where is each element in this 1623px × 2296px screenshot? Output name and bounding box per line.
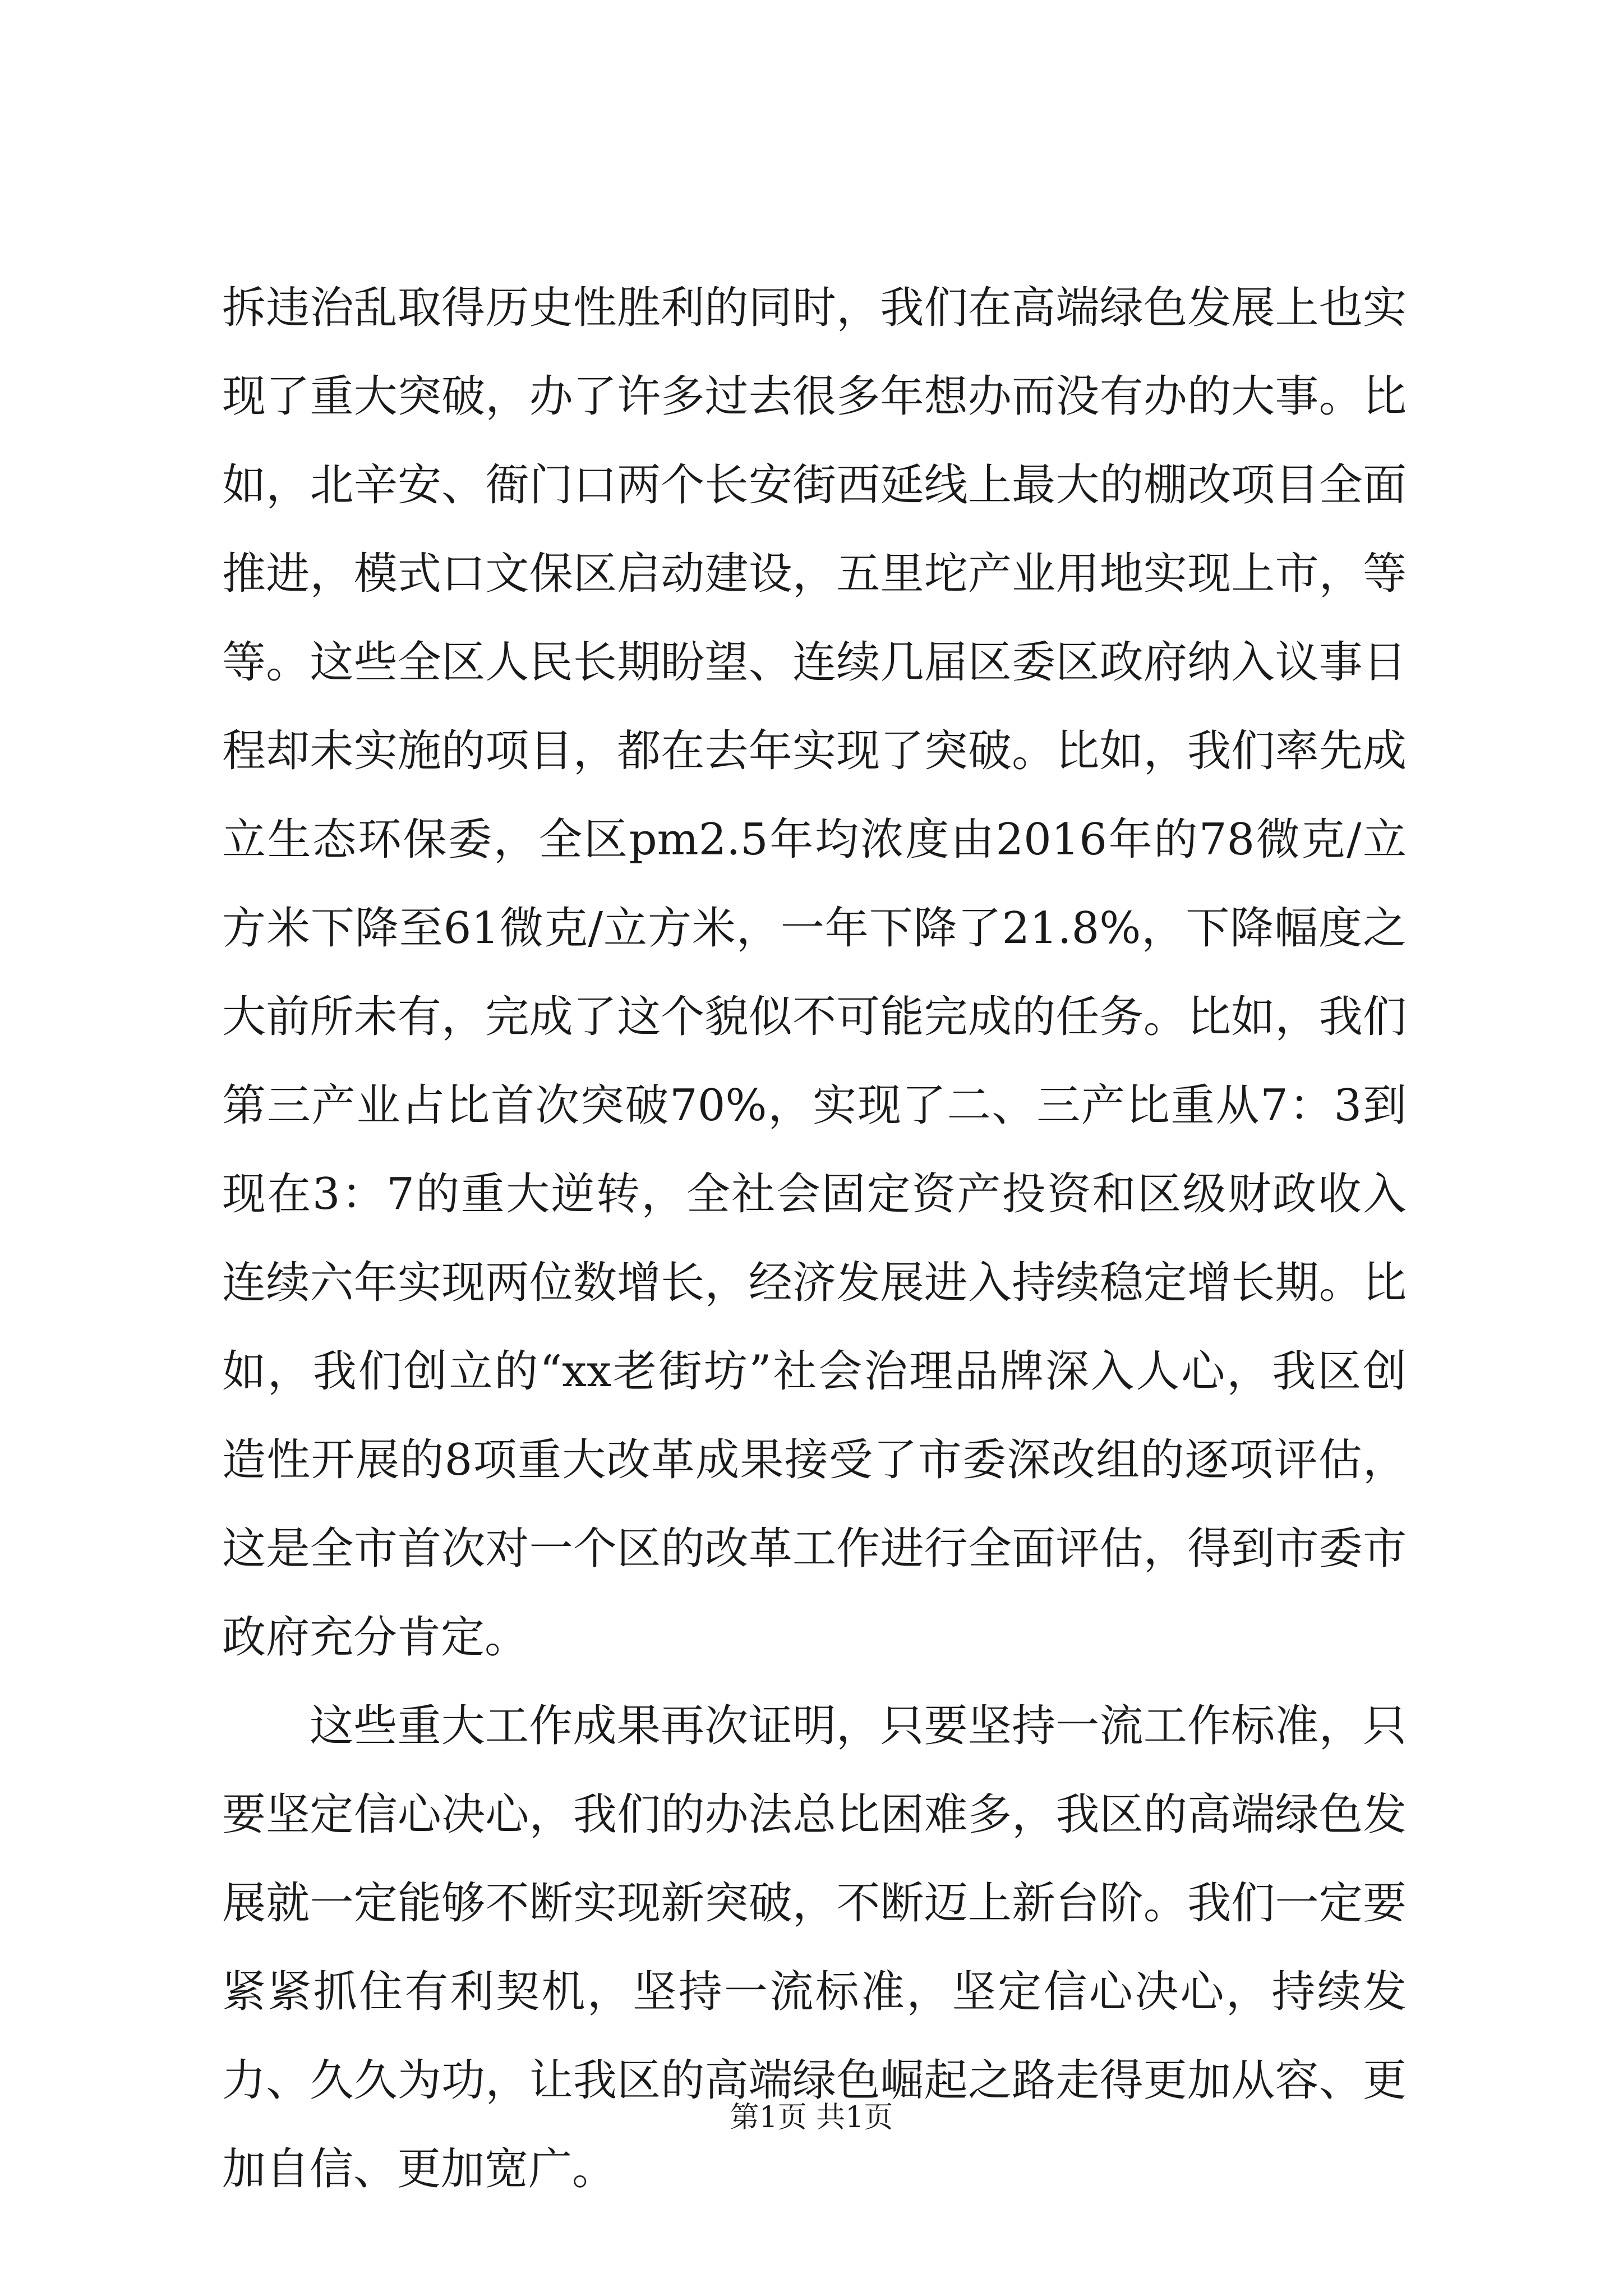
document-body [222, 264, 1407, 2214]
paragraph-continued: 拆违治乱取得历史性胜利的同时，我们在高端绿色发展上也实现了重大突破，办了许多过去很多年想办而没有办的大事。比如，北辛安、衙门口两个长安街西延线上最大的棚改项目全面推进，模式口文保区启动建设，五里坨产业用地实现上市，等等。这些全区人民长期盼望、连续几届区委区政府纳入议事日程却未实施的项目，都在去年实现了突破。比如，我们率先成立生态环保委，全区pm2.5年均浓度由2016年的78微克/立方米下降至61微克/立方米，一年下降了21.8%，下降幅度之大前所未有，完成了这个貌似不可能完成的任务。比如，我们第三产业占比首次突破70%，实现了二、三产比重从7：3到现在3：7的重大逆转，全社会固定资产投资和区级财政收入连续六年实现两位数增长，经济发展进入持续稳定增长期。比如，我们创立的“xx老街坊”社会治理品牌深入人心，我区创造性开展的8项重大改革成果接受了市委深改组的逐项评估，这是全市首次对一个区的改革工作进行全面评估，得到市委市政府充分肯定。 [222, 283, 1407, 1663]
page-number-footer: 第1页 共1页 [730, 2101, 893, 2134]
paragraph-indented: 这些重大工作成果再次证明，只要坚持一流工作标准，只要坚定信心决心，我们的办法总比困难多，我区的高端绿色发展就一定能够不断实现新突破，不断迈上新台阶。我们一定要紧紧抓住有利契机，坚持一流标准，坚定信心决心，持续发力、久久为功，让我区的高端绿色崛起之路走得更加从容、更加自信、更加宽广。 [222, 1701, 1407, 2194]
